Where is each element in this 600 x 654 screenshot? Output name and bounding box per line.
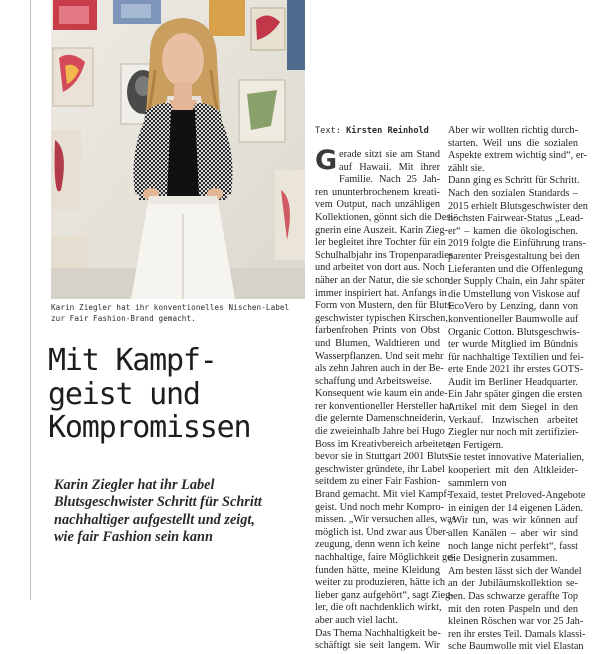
- column-line: ler begleitet ihre Tochter für ein: [315, 237, 446, 249]
- column-line: allen Kanälen – aber wir sind: [448, 528, 578, 539]
- column-line: geschwister typischen Kirschen,: [315, 312, 448, 324]
- column-line: Familie. Nach 25 Jah-: [339, 174, 440, 186]
- portrait-photo: [51, 0, 305, 299]
- column-line: Organic Cotton. Blutsgeschwis-: [448, 326, 580, 338]
- column-line: Form von Mustern, den für Bluts-: [315, 300, 455, 312]
- column-line: nachhaltige, faire Möglichkeit ge-: [315, 552, 456, 563]
- column-line: aber auch viel lacht.: [315, 614, 398, 626]
- column-line: die gelernte Damenschneiderin,: [315, 413, 446, 425]
- column-line: höchsten Fairwear-Status „Lead-: [448, 213, 584, 225]
- column-line: hen. Das schwarze geraffte Top: [448, 590, 578, 602]
- column-line: immer inspiriert hat. Anfangs in: [315, 287, 447, 299]
- column-line: Boss im Kreativbereich arbeitete,: [315, 438, 453, 450]
- column-line: er“ – kamen die ökologischen.: [448, 225, 578, 237]
- column-line: Wasserpflanzen. Und seit mehr: [315, 350, 444, 362]
- column-line: Am besten lässt sich der Wandel: [448, 565, 582, 577]
- column-line: erte Ende 2021 ihr erstes GOTS-: [448, 364, 584, 376]
- column-line: kleinen Röschen war vor 25 Jah-: [448, 616, 584, 628]
- column-line: Ein Jahr später gingen die ersten: [448, 389, 583, 401]
- column-line: Sie testet innovative Materialien,: [448, 452, 585, 464]
- column-line: 2019 folgte die Einführung trans-: [448, 238, 586, 250]
- column-line: farbenfrohen Prints von Obst: [315, 325, 440, 337]
- page-edge-rule: [30, 0, 31, 600]
- column-line: Das Thema Nachhaltigkeit be-: [315, 627, 441, 639]
- column-line: Brand gemacht. Mit viel Kampf-: [315, 489, 451, 501]
- portrait-photo-icon: [51, 0, 305, 299]
- column-line: schäftigt sie seit langem. Wir: [315, 640, 440, 652]
- photo-caption: [51, 302, 305, 324]
- column-line: Nach den sozialen Standards –: [448, 187, 578, 199]
- column-line: lieber ganz aufgehört“, sagt Zieg-: [315, 589, 454, 601]
- column-line: ren ununterbrochenem kreati-: [315, 186, 440, 198]
- column-line: kooperiert mit den Altkleider-: [448, 465, 578, 477]
- column-line: möglich ist. Und zwar aus Über-: [315, 526, 450, 538]
- column-line: ter wurde Mitglied im Bündnis: [448, 339, 578, 351]
- headline-line: Kompromissen: [48, 410, 251, 445]
- column-line: Texaid, testet Preloved-Angebote: [448, 490, 586, 502]
- column-line: noch lange nicht perfekt“, fasst: [448, 540, 578, 552]
- column-line: und arbeitet von dort aus. Noch: [315, 262, 445, 274]
- column-line: seitdem zu einer Fair Fashion-: [315, 476, 441, 488]
- column-line: in einigen der 14 eigenen Läden.: [448, 502, 583, 514]
- text-column-left: [315, 145, 457, 653]
- column-line: 2015 erhielt Blutsgeschwister den: [448, 200, 588, 212]
- lede-line: nachhaltiger aufgestellt und zeigt,: [54, 511, 255, 528]
- byline-prefix: Text:: [315, 126, 341, 136]
- lede-line: Blutsgeschwister Schritt für Schritt: [54, 494, 262, 511]
- column-line: gnerin eine Auszeit. Karin Zieg-: [315, 224, 448, 236]
- column-line: Aber wir wollten richtig durch-: [448, 125, 578, 136]
- column-line: funden hätte, meine Kleidung: [315, 564, 440, 576]
- column-line: mit den roten Paspeln und den: [448, 603, 578, 615]
- column-line: und Blumen, Waldtieren und: [315, 337, 440, 349]
- column-line: sche Baumwolle mit viel Elastan: [448, 641, 584, 653]
- column-line: ren ihr erstes Teil. Damals klassi-: [448, 628, 586, 640]
- column-line: Kollektionen, gönnt sich die Desi-: [315, 211, 457, 223]
- column-line: bevor sie in Stuttgart 2001 Bluts-: [315, 451, 452, 463]
- column-line: rer konventioneller Hersteller hat: [315, 400, 452, 412]
- column-line: konventioneller Baumwolle auf: [448, 313, 579, 325]
- column-line: näher an der Natur, die sie schon: [315, 274, 450, 286]
- column-line: Konsequent wie kaum ein ande-: [315, 388, 448, 400]
- column-line: ler, die oft nachdenklich wirkt,: [315, 602, 442, 614]
- column-line: starten. Weil uns die sozialen: [448, 137, 578, 149]
- column-line: die Designerin zusammen.: [448, 553, 558, 565]
- column-line: geist. Und noch mehr Kompro-: [315, 501, 444, 513]
- column-line: die zweieinhalb Jahre bei Hugo: [315, 426, 445, 438]
- article-headline: [48, 344, 310, 445]
- author-byline: [315, 126, 455, 136]
- column-line: Verkauf. Inzwischen arbeitet: [448, 414, 578, 426]
- column-line: Dann ging es Schritt für Schritt.: [448, 175, 580, 187]
- caption-line: zur Fair Fashion-Brand gemacht.: [51, 314, 196, 323]
- column-line: zählt sie.: [448, 162, 485, 174]
- column-line: sammlern von: [448, 477, 507, 489]
- column-line: Schulhalbjahr ins Tropenparadies: [315, 249, 453, 261]
- column-line: missen. „Wir versuchen alles, was: [315, 514, 456, 526]
- column-line: der Supply Chain, ein Jahr später: [448, 276, 585, 288]
- column-line: als zehn Jahren auch in der Be-: [315, 363, 444, 375]
- lede-line: wie fair Fashion sein kann: [54, 529, 213, 546]
- column-line: erade sitzt sie am Stand: [339, 149, 440, 160]
- headline-line: geist und: [48, 376, 200, 412]
- column-line: Artikel mit dem Siegel in den: [448, 402, 578, 414]
- column-line: zeugung, denn wenn ich keine: [315, 539, 440, 551]
- column-line: Audit im Berliner Headquarter.: [448, 376, 578, 388]
- article-lede: [54, 477, 304, 547]
- text-column-right: [448, 125, 588, 654]
- column-line: „Wir tun, was wir können auf: [448, 515, 578, 527]
- column-line: geschwister gründete, ihr Label: [315, 463, 445, 475]
- column-line: die Umstellung von Viskose auf: [448, 288, 580, 300]
- column-line: vem Output, nach unzähligen: [315, 199, 440, 211]
- column-line: an der Jubiläumskollektion se-: [448, 578, 578, 590]
- column-line: Lieferanten und die Offenlegung: [448, 263, 584, 275]
- column-line: parenter Preisgestaltung bei den: [448, 250, 580, 262]
- byline-author: Kirsten Reinhold: [346, 126, 429, 136]
- caption-line: Karin Ziegler hat ihr konventionelles Nischen-Label: [51, 303, 290, 312]
- column-line: weiter zu produzieren, hätte ich: [315, 577, 446, 589]
- column-line: für nachhaltige Textilien und fei-: [448, 351, 584, 363]
- column-line: ten Fertigern.: [448, 439, 504, 451]
- column-line: Aspekte extrem wichtig sind“, er-: [448, 150, 588, 162]
- column-line: EcoVero by Lenzing, dann von: [448, 301, 578, 313]
- drop-cap: G: [315, 145, 338, 176]
- column-line: auf Hawaii. Mit ihrer: [339, 161, 440, 173]
- column-line: Ziegler nur noch mit zertifizier-: [448, 427, 579, 439]
- column-line: schaffung und Arbeitsweise.: [315, 375, 432, 387]
- lede-line: Karin Ziegler hat ihr Label: [54, 477, 215, 493]
- headline-line: Mit Kampf-: [48, 343, 217, 378]
